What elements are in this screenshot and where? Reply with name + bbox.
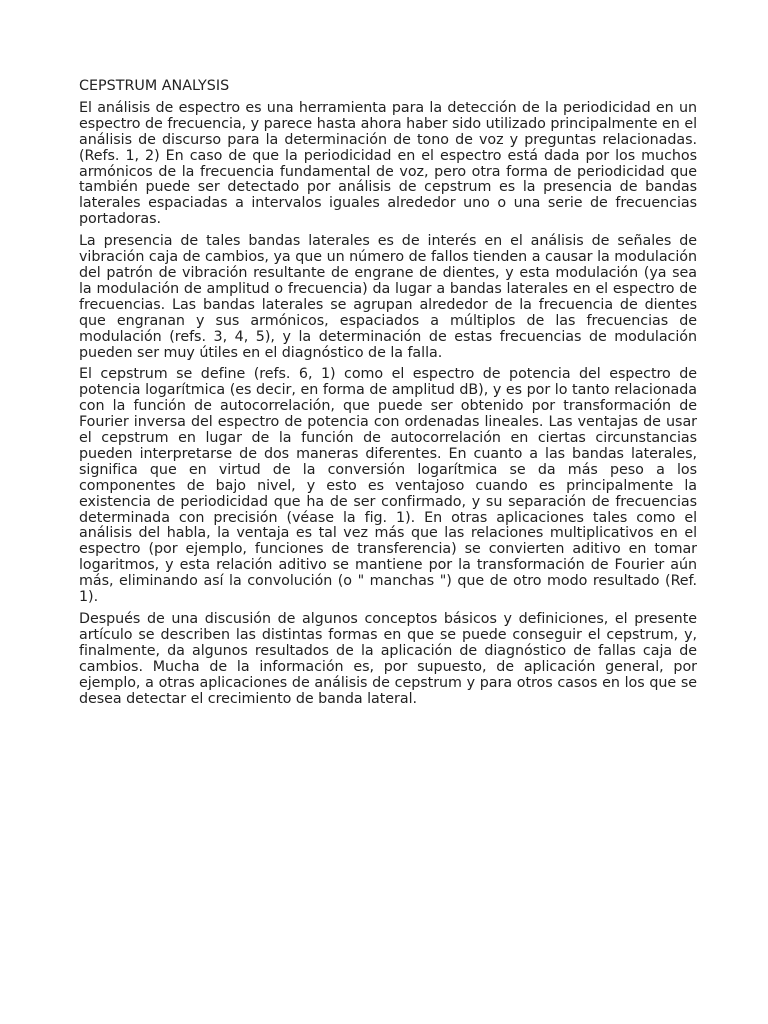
paragraph-1: El análisis de espectro es una herramienta para la detección de la periodicidad en un espectro de frecuencia, y parece hasta ahora haber sido utilizado principalmente en el análisis de discurso para la determinación de tono de voz y preguntas relacionadas. (Refs. 1, 2) En caso de que la periodicidad en el espectro está dada por los muchos armónicos de la frecuencia fundamental de voz, pero otra forma de periodicidad que también puede ser detectado por análisis de cepstrum es la presencia de bandas laterales espaciadas a intervalos iguales alrededor uno o una serie de frecuencias portadoras.: [79, 99, 697, 228]
paragraph-3: El cepstrum se define (refs. 6, 1) como el espectro de potencia del espectro de potencia logarítmica (es decir, en forma de amplitud dB), y es por lo tanto relacionada con la función de autocorrelación, que puede ser obtenido por transformación de Fourier inversa del espectro de potencia con ordenadas lineales. Las ventajas de usar el cepstrum en lugar de la función de autocorrelación en ciertas circunstancias pueden interpretarse de dos maneras diferentes. En cuanto a las bandas laterales, significa que en virtud de la conversión logarítmica se da más peso a los componentes de bajo nivel, y esto es ventajoso cuando es principalmente la existencia de periodicidad que ha de ser confirmado, y su separación de frecuencias determinada con precisión (véase la fig. 1). En otras aplicaciones tales como el análisis del habla, la ventaja es tal vez más que las relaciones multiplicativos en el espectro (por ejemplo, funciones de transferencia) se convierten aditivo en tomar logaritmos, y esta relación aditivo se mantiene por la transformación de Fourier aún más, eliminando así la convolución (o " manchas ") que de otro modo resultado (Ref. 1).: [79, 366, 697, 606]
paragraph-4: Después de una discusión de algunos conceptos básicos y definiciones, el presente artículo se describen las distintas formas en que se puede conseguir el cepstrum, y, finalmente, da algunos resultados de la aplicación de diagnóstico de fallas caja de cambios. Mucha de la información es, por supuesto, de aplicación general, por ejemplo, a otras aplicaciones de análisis de cepstrum y para otros casos en los que se desea detectar el crecimiento de banda lateral.: [79, 611, 697, 707]
document-page: [79, 79, 697, 713]
document-title: CEPSTRUM ANALYSIS: [79, 78, 230, 94]
paragraph-2: La presencia de tales bandas laterales es de interés en el análisis de señales de vibración caja de cambios, ya que un número de fallos tienden a causar la modulación del patrón de vibración resultante de engrane de dientes, y esta modulación (ya sea la modulación de amplitud o frecuencia) da lugar a bandas laterales en el espectro de frecuencias. Las bandas laterales se agrupan alrededor de la frecuencia de dientes que engranan y sus armónicos, espaciados a múltiplos de las frecuencias de modulación (refs. 3, 4, 5), y la determinación de estas frecuencias de modulación pueden ser muy útiles en el diagnóstico de la falla.: [79, 233, 697, 361]
